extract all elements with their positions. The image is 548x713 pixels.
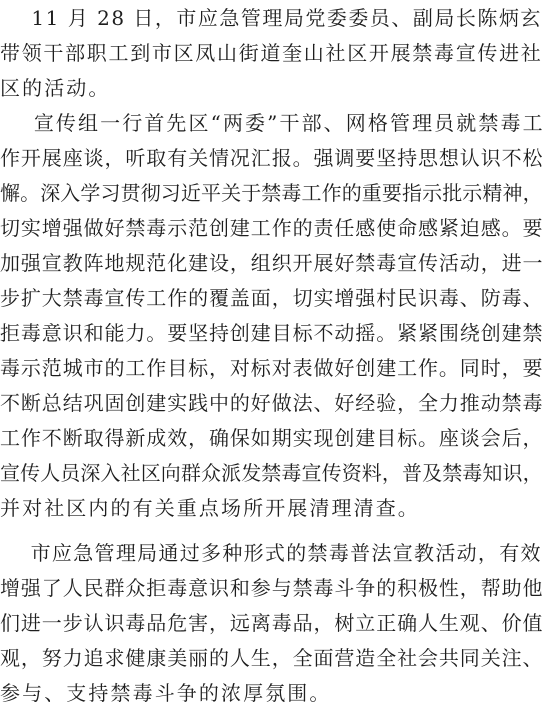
text-line: 作开展座谈，听取有关情况汇报。强调要坚持思想认识不松: [0, 146, 544, 170]
text-line: 带领干部职工到市区凤山街道奎山社区开展禁毒宣传进社: [0, 41, 543, 65]
text-line: 观，努力追求健康美丽的人生，全面营造全社会共同关注、: [0, 646, 544, 670]
text-line: 不断总结巩固创建实践中的好做法、好经验，全力推动禁毒: [0, 391, 544, 415]
text-line: 拒毒意识和能力。要坚持创建目标不动摇。紧紧围绕创建禁: [0, 321, 544, 345]
text-line: 毒示范城市的工作目标，对标对表做好创建工作。同时，要: [0, 356, 544, 380]
text-line: 懈。深入学习贯彻习近平关于禁毒工作的重要指示批示精神，: [0, 181, 543, 205]
text-line: 增强了人民群众拒毒意识和参与禁毒斗争的积极性，帮助他: [0, 576, 544, 600]
text-line: 切实增强做好禁毒示范创建工作的责任感使命感紧迫感。要: [0, 216, 544, 240]
text-line: 工作不断取得新成效，确保如期实现创建目标。座谈会后，: [0, 426, 544, 450]
text-line: 宣传人员深入社区向群众派发禁毒宣传资料，普及禁毒知识，: [0, 461, 543, 485]
text-line: 步扩大禁毒宣传工作的覆盖面，切实增强村民识毒、防毒、: [0, 286, 544, 310]
text-line: 们进一步认识毒品危害，远离毒品，树立正确人生观、价值: [0, 611, 544, 635]
text-line: 市应急管理局通过多种形式的禁毒普法宣教活动，有效: [0, 541, 542, 565]
text-line: 区的活动。: [0, 76, 111, 100]
text-line: 11 月 28 日，市应急管理局党委委员、副局长陈炳玄: [0, 6, 542, 30]
text-line: 并对社区内的有关重点场所开展清理清查。: [0, 496, 420, 520]
text-line: 宣传组一行首先区“两委”干部、网格管理员就禁毒工: [0, 111, 545, 135]
text-line: 加强宣教阵地规范化建设，组织开展好禁毒宣传活动，进一: [0, 251, 544, 275]
text-line: 参与、支持禁毒斗争的浓厚氛围。: [0, 681, 332, 705]
